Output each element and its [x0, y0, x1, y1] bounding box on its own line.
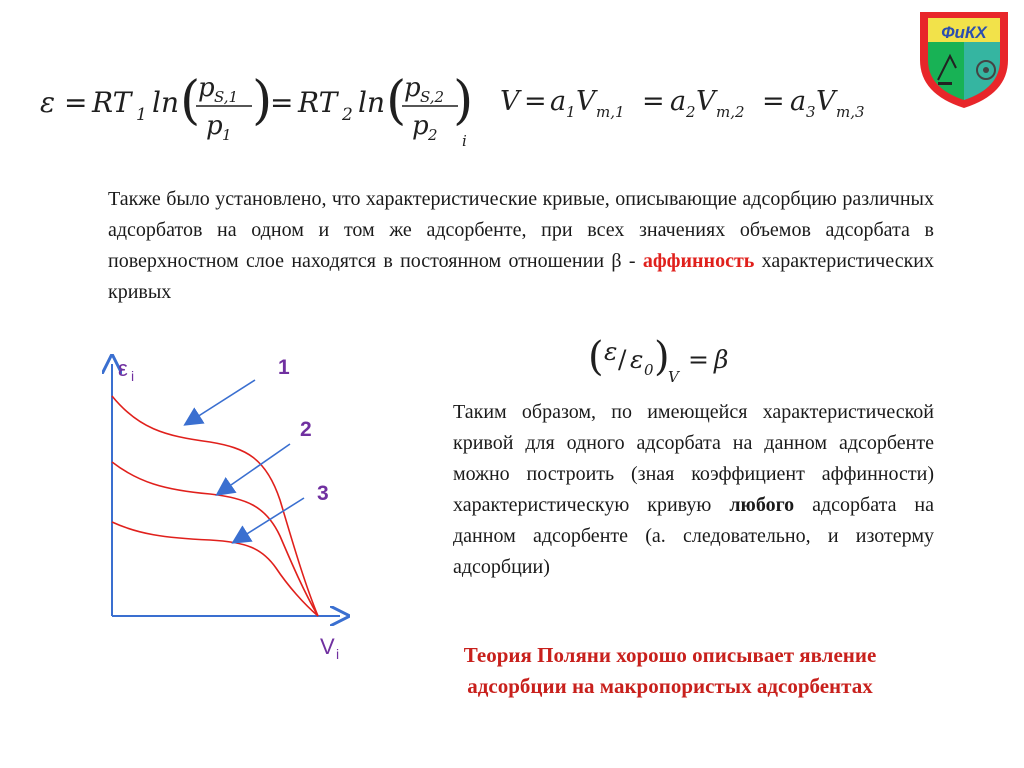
v-symbol: V	[500, 86, 520, 117]
ratio-beta: β	[714, 345, 729, 374]
svg-text:): )	[252, 71, 273, 131]
vm1: V	[576, 86, 596, 117]
arrow-3	[234, 498, 304, 542]
svg-text:=: =	[524, 86, 547, 117]
formula-volume-svg	[500, 80, 890, 126]
equals-sign: =	[64, 86, 88, 119]
affinity-term: аффинность	[642, 250, 755, 272]
paragraph-affinity-text-1: Также было установлено, что характеристические кривые, описывающие адсорбцию различных адсорбатов на одном и том же адсорбенте, при всех значениях объемов адсорбата в поверхностном слое находятся в постоянном отношении β -	[108, 188, 934, 272]
x-axis-label-main: V	[320, 634, 335, 659]
formula-ratio	[588, 332, 758, 386]
rt2: RT	[298, 86, 338, 119]
equals-sign-2: =	[270, 86, 294, 119]
series-label-3: 3	[317, 482, 329, 505]
any-adsorbate-term: любого	[729, 494, 795, 516]
logo-text: ФиКХ	[941, 23, 987, 42]
curve-3	[112, 522, 318, 616]
paragraph-conclusion-method	[453, 397, 934, 583]
svg-text:(: (	[180, 71, 201, 131]
ln2: ln	[358, 86, 385, 119]
curve-2	[112, 462, 318, 616]
den2-sub: 2	[428, 126, 438, 144]
ratio-sub-v: V	[668, 368, 679, 386]
paragraph-method-text-1: Таким образом, по имеющейся характеристической кривой для одного адсорбата на данном адсорбенте можно построить (зная коэффициент аффинности) характеристическую кривую	[453, 401, 934, 516]
svg-text:=: =	[642, 86, 665, 117]
polanyi-conclusion	[400, 640, 940, 702]
svg-text:/: /	[618, 345, 627, 374]
outer-sub: i	[462, 132, 467, 150]
y-axis-label-main: ε	[118, 356, 128, 381]
a2-sub: 2	[686, 103, 696, 121]
den1-sub: 1	[222, 126, 232, 144]
a1-sub: 1	[566, 103, 576, 121]
num2: p	[404, 73, 421, 103]
series-label-2: 2	[300, 418, 312, 441]
a3-sub: 3	[806, 103, 816, 121]
x-axis-label-sub: i	[336, 646, 340, 662]
logo	[916, 8, 1012, 112]
shield-logo-icon	[916, 8, 1012, 112]
ratio-eps: ε	[604, 337, 618, 366]
characteristic-curves-chart	[90, 350, 380, 670]
y-axis-label-sub: i	[131, 368, 135, 384]
formula-potential-svg	[40, 68, 474, 150]
svg-text:): )	[654, 334, 670, 380]
series-label-1: 1	[278, 356, 290, 379]
paragraph-affinity-text-2: характеристических кривых	[108, 250, 934, 303]
vm3-sub: m,3	[836, 103, 865, 121]
formula-volume	[500, 80, 890, 126]
svg-text:): )	[453, 71, 474, 131]
arrow-1	[186, 380, 255, 424]
ratio-eps0: ε	[630, 345, 644, 374]
chart-svg	[90, 350, 380, 670]
vm1-sub: m,1	[596, 103, 625, 121]
svg-text:(: (	[386, 71, 407, 131]
rt2-sub: 2	[342, 105, 353, 125]
conclusion-line-2: адсорбции на макропористых адсорбентах	[467, 674, 873, 698]
arrow-2	[218, 444, 290, 494]
rt1-sub: 1	[136, 105, 147, 125]
formula-potential	[40, 68, 474, 150]
vm3: V	[816, 86, 836, 117]
vm2-sub: m,2	[716, 103, 745, 121]
eps-symbol: ε	[40, 86, 56, 119]
conclusion-line-1: Теория Поляни хорошо описывает явление	[463, 643, 877, 667]
den2: p	[412, 111, 429, 141]
ratio-eps0-sub: 0	[644, 361, 654, 379]
vm2: V	[696, 86, 716, 117]
num2-sub: S,2	[420, 88, 445, 106]
a3: a	[790, 86, 807, 117]
paragraph-method-text-2: адсорбата на данном адсорбенте (а. следовательно, и изотерму адсорбции)	[453, 494, 934, 578]
a1: a	[550, 86, 567, 117]
den1: p	[206, 111, 223, 141]
rt1: RT	[92, 86, 132, 119]
svg-text:=: =	[762, 86, 785, 117]
num1-sub: S,1	[214, 88, 239, 106]
paragraph-affinity	[108, 184, 934, 308]
a2: a	[670, 86, 687, 117]
num1: p	[198, 73, 215, 103]
svg-text:(: (	[588, 334, 604, 380]
svg-text:=: =	[688, 345, 709, 374]
formula-ratio-svg	[588, 332, 758, 386]
ln1: ln	[152, 86, 179, 119]
